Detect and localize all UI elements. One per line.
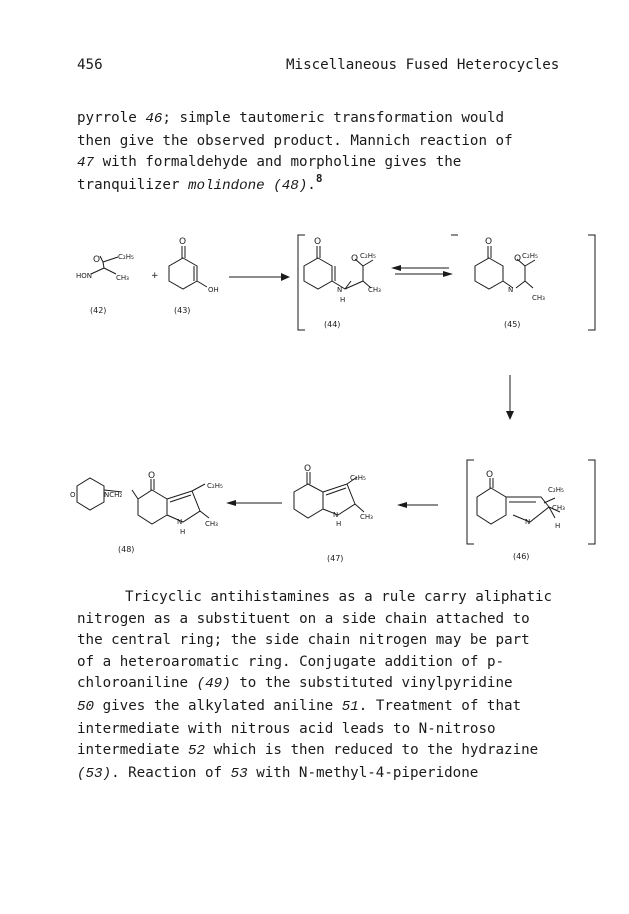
- compound-ref: (49): [196, 676, 231, 693]
- compound-label-47: (47): [327, 554, 344, 563]
- compound-ref: (53): [77, 765, 112, 782]
- atom-N: N: [508, 286, 514, 294]
- compound-label-42: (42): [90, 306, 107, 315]
- compound-label-43: (43): [174, 306, 191, 315]
- atom-O: O: [179, 237, 187, 247]
- text-line: of a heteroaromatic ring. Conjugate addition of p-: [77, 653, 505, 670]
- atom-CH3: CH₃: [368, 286, 381, 294]
- atom-C2H5: C₂H₅: [350, 474, 366, 482]
- text-line: tranquilizer molindone (48).$^8$: [77, 171, 323, 194]
- atom-C2H5: C₂H₅: [360, 252, 376, 260]
- drug-name: molindone: [188, 177, 265, 194]
- atom-CH3: CH₃: [205, 520, 218, 528]
- atom-H: H: [336, 520, 342, 528]
- compound-label-48: (48): [118, 545, 135, 554]
- reaction-scheme: [0, 222, 629, 577]
- compound-ref: 50: [77, 698, 95, 715]
- atom-NCH2: NCH₂: [104, 491, 123, 499]
- atom-O: O: [93, 255, 101, 265]
- atom-H: H: [340, 296, 346, 304]
- text-line: intermediate with nitrous acid leads to N-nitroso: [77, 720, 496, 737]
- compound-ref: 51: [341, 698, 359, 715]
- atom-CH3: CH₃: [532, 294, 545, 302]
- atom-O: O: [486, 470, 494, 480]
- atom-OH: OH: [208, 286, 219, 294]
- compound-label-45: (45): [504, 320, 521, 329]
- compound-ref: (48): [273, 177, 308, 194]
- atom-O: O: [70, 491, 76, 499]
- compound-ref: 53: [230, 765, 248, 782]
- plus-sign: +: [151, 271, 159, 281]
- paragraph-antihistamines: [77, 587, 587, 785]
- atom-C2H5: C₂H₅: [118, 253, 134, 261]
- compound-label-44: (44): [324, 320, 341, 329]
- atom-O: O: [314, 237, 322, 247]
- text-line: 50 gives the alkylated aniline 51. Treatment of that: [77, 697, 522, 715]
- text-line: Tricyclic antihistamines as a rule carry aliphatic: [125, 589, 553, 605]
- text-line: nitrogen as a substituent on a side chain attached to: [77, 610, 530, 627]
- text-line: intermediate 52 which is then reduced to the hydrazine: [77, 742, 539, 760]
- compound-ref: 47: [77, 155, 95, 172]
- atom-N: N: [177, 518, 183, 526]
- atom-CH3: CH₃: [116, 274, 129, 282]
- paragraph-intro: [77, 108, 587, 197]
- atom-H: H: [555, 522, 561, 530]
- atom-N: N: [337, 286, 343, 294]
- atom-HON: HON: [76, 272, 93, 280]
- atom-C2H5: C₂H₅: [522, 252, 538, 260]
- text-line: (53). Reaction of 53 with N-methyl-4-piperidone: [77, 764, 479, 782]
- compound-ref: 52: [188, 743, 206, 760]
- atom-O: O: [485, 237, 493, 247]
- text-line: pyrrole 46; simple tautomeric transformation would: [77, 110, 505, 127]
- text-line: then give the observed product. Mannich reaction of: [77, 132, 513, 149]
- atom-C2H5: C₂H₅: [548, 486, 564, 494]
- atom-CH3: CH₃: [360, 513, 373, 521]
- atom-O: O: [514, 254, 522, 264]
- running-title: Miscellaneous Fused Heterocycles: [286, 57, 560, 73]
- atom-O: O: [304, 464, 312, 474]
- compound-label-46: (46): [513, 552, 530, 561]
- page-number: 456: [77, 57, 103, 73]
- compound-ref: 46: [145, 111, 163, 127]
- atom-H: H: [180, 528, 186, 536]
- text-line: the central ring; the side chain nitrogen may be part: [77, 632, 530, 649]
- reference-superscript: 8: [315, 171, 323, 185]
- atom-N: N: [525, 518, 531, 526]
- atom-O: O: [148, 471, 156, 481]
- atom-C2H5: C₂H₅: [207, 482, 223, 490]
- text-line: chloroaniline (49) to the substituted vinylpyridine: [77, 675, 513, 693]
- atom-N: N: [333, 511, 339, 519]
- atom-CH3: CH₃: [552, 504, 565, 512]
- text-line: 47 with formaldehyde and morpholine gives the: [77, 154, 462, 172]
- atom-O: O: [351, 254, 359, 264]
